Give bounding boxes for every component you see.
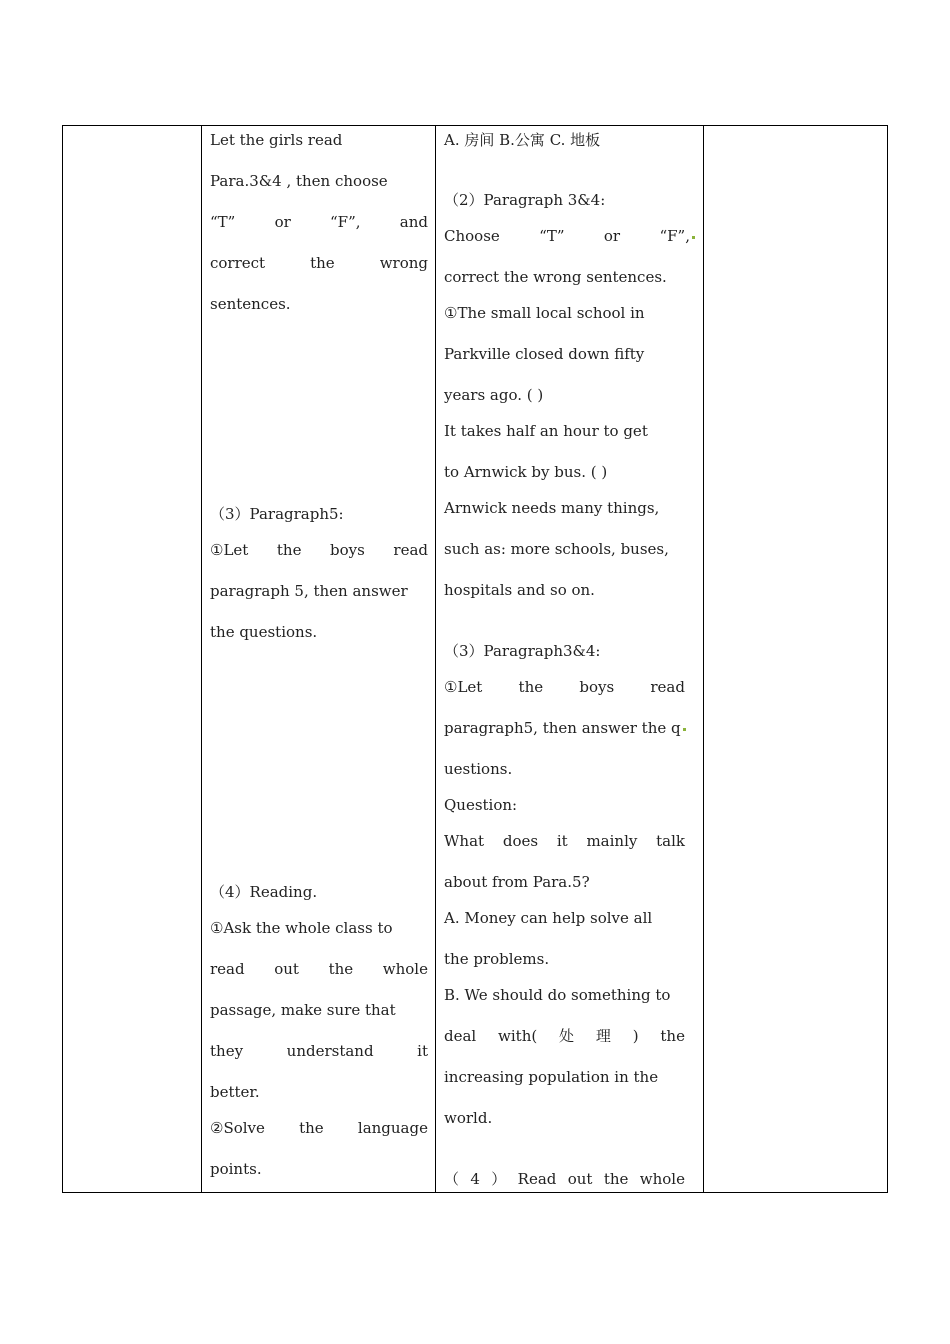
word: Choose [444, 227, 500, 245]
text-line: ①The small local school in [444, 304, 645, 322]
word: understand [286, 1042, 374, 1060]
text-line: ①Ask the whole class to [210, 919, 393, 937]
word: or [274, 213, 291, 231]
text-line: hospitals and so on. [444, 581, 595, 599]
lesson-plan-table [62, 125, 888, 1193]
column-4-cell [704, 126, 887, 1192]
text-line: correct the wrong sentences. [444, 268, 667, 286]
word: it [417, 1042, 428, 1060]
word: “T” [210, 213, 236, 231]
word: deal [444, 1027, 477, 1045]
word: does [502, 832, 539, 850]
text-line: increasing population in the [444, 1068, 659, 1086]
word: What [444, 832, 485, 850]
word: ②Solve [210, 1119, 265, 1137]
text-line [444, 1027, 685, 1045]
text-line: uestions. [444, 760, 513, 778]
text-line: years ago. ( ) [444, 386, 544, 404]
word: talk [656, 832, 685, 850]
word: or [603, 227, 621, 245]
word: ①Let [444, 678, 483, 696]
text-line: to Arnwick by bus. ( ) [444, 463, 608, 481]
section-heading: （3）Paragraph3&4: [444, 642, 601, 660]
text-line [444, 719, 686, 737]
word: read [393, 541, 428, 559]
word: out [567, 1170, 593, 1188]
text-line: points. [210, 1160, 262, 1178]
word-text: “F”, [659, 227, 690, 245]
word: whole [382, 960, 428, 978]
word: the [299, 1119, 324, 1137]
text-line: the questions. [210, 623, 318, 641]
text-line [210, 541, 428, 559]
word: they [210, 1042, 244, 1060]
text-line: world. [444, 1109, 493, 1127]
word: correct [210, 254, 266, 272]
marker-dot [683, 728, 686, 731]
text-line: Arnwick needs many things, [444, 499, 660, 517]
section-heading: （2）Paragraph 3&4: [444, 191, 606, 209]
word: wrong [379, 254, 428, 272]
text-line [444, 1170, 685, 1188]
text-line: better. [210, 1083, 260, 1101]
text-line: about from Para.5? [444, 873, 590, 891]
word: ①Let [210, 541, 249, 559]
text-line: Let the girls read [210, 131, 343, 149]
text-line: Parkville closed down fifty [444, 345, 645, 363]
word: it [556, 832, 568, 850]
word: boys [579, 678, 615, 696]
text-line: Para.3&4 , then choose [210, 172, 388, 190]
word: mainly [586, 832, 638, 850]
word: ) [632, 1027, 639, 1045]
section-heading: （4）Reading. [210, 883, 318, 901]
marker-dot [692, 236, 695, 239]
line-text: paragraph5, then answer the q [444, 719, 681, 737]
text-line [210, 1042, 428, 1060]
text-line: It takes half an hour to get [444, 422, 648, 440]
text-line [210, 213, 428, 231]
word [659, 227, 695, 245]
text-line: A. Money can help solve all [444, 909, 653, 927]
word: the [660, 1027, 685, 1045]
word: ） [491, 1170, 507, 1188]
text-line: such as: more schools, buses, [444, 540, 669, 558]
text-line: sentences. [210, 295, 291, 313]
text-line [210, 960, 428, 978]
text-line: paragraph 5, then answer [210, 582, 408, 600]
word: the [310, 254, 335, 272]
word: the [603, 1170, 629, 1188]
word: read [210, 960, 245, 978]
text-line [444, 678, 685, 696]
text-line: Question: [444, 796, 518, 814]
section-heading: （3）Paragraph5: [210, 505, 344, 523]
text-line [444, 832, 685, 850]
word: the [518, 678, 544, 696]
column-1-cell [63, 126, 201, 1192]
word: 处 [559, 1027, 575, 1045]
word: the [328, 960, 354, 978]
word: the [276, 541, 302, 559]
word: “T” [539, 227, 565, 245]
word: and [399, 213, 428, 231]
word: whole [639, 1170, 685, 1188]
word: 4 [470, 1170, 480, 1188]
word: （ [444, 1170, 460, 1188]
word: 理 [595, 1027, 611, 1045]
text-line [444, 227, 695, 245]
text-line: B. We should do something to [444, 986, 671, 1004]
text-line: the problems. [444, 950, 550, 968]
word: read [650, 678, 685, 696]
word: out [274, 960, 299, 978]
options-line: A. 房间 B.公寓 C. 地板 [444, 131, 601, 149]
word: “F”, [330, 213, 361, 231]
text-line [210, 1119, 428, 1137]
word: language [357, 1119, 428, 1137]
text-line: passage, make sure that [210, 1001, 396, 1019]
student-activity-cell [436, 126, 703, 1192]
word: Read [517, 1170, 557, 1188]
word: with( [498, 1027, 538, 1045]
teacher-activity-cell [202, 126, 435, 1192]
text-line [210, 254, 428, 272]
word: boys [330, 541, 365, 559]
